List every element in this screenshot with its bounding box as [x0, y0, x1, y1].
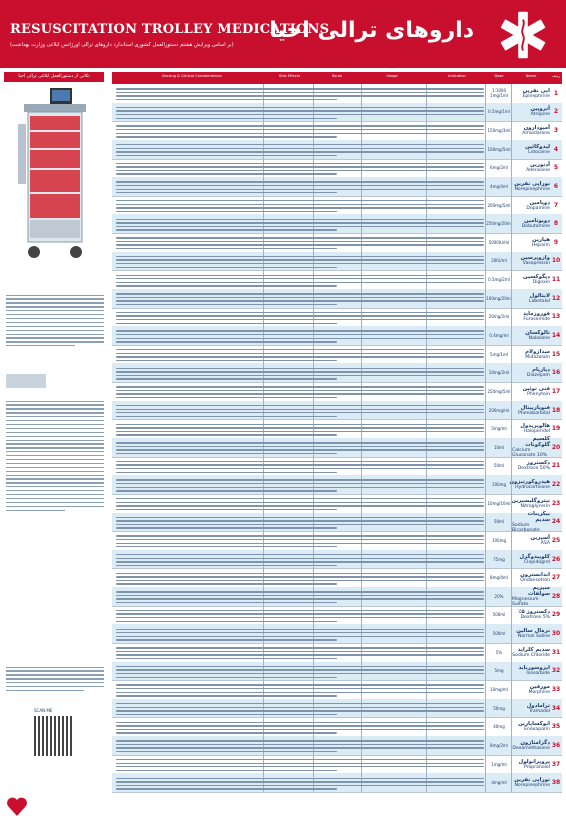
- row-details: [116, 161, 484, 176]
- row-details: [116, 198, 484, 213]
- drug-name-en: Atropine: [530, 112, 550, 118]
- row-details: [116, 216, 484, 231]
- row-details: [116, 459, 484, 474]
- row-details: [116, 757, 484, 772]
- col-usage: Usage: [386, 74, 398, 78]
- table-row: [112, 494, 562, 514]
- title-english: RESUSCITATION TROLLEY MEDICATIONS: [10, 22, 330, 37]
- drug-name-fa: نیتروگلیسیرین: [511, 497, 550, 504]
- row-number: 37: [551, 760, 561, 768]
- drug-name: [512, 196, 550, 215]
- drug-name-fa: نوراپی نفرین: [514, 777, 550, 784]
- table-row: [112, 606, 562, 626]
- row-details: [116, 403, 484, 418]
- drug-name-fa: فنوباربیتال: [520, 404, 550, 411]
- side-figure: [6, 374, 46, 388]
- drug-name-fa: فوروزماید: [523, 311, 550, 318]
- row-details: [116, 719, 484, 734]
- row-number: 10: [551, 257, 561, 265]
- drug-name-fa: اندانسترون: [520, 572, 550, 579]
- drug-name: [512, 773, 550, 792]
- table-row: [112, 363, 562, 383]
- table-row: [112, 233, 562, 253]
- drug-dose: 250mg/20ml: [486, 221, 512, 227]
- table-row: [112, 717, 562, 737]
- row-number: 2: [553, 108, 559, 116]
- col-indication: Indication: [448, 74, 466, 78]
- row-details: [116, 608, 484, 623]
- drug-name-fa: ترامادول: [526, 702, 550, 709]
- table-row: [112, 84, 562, 104]
- table-row: [112, 457, 562, 477]
- title-persian: داروهای ترالی احیا: [269, 18, 474, 43]
- drug-name-en: Diazepam: [526, 373, 550, 379]
- drug-name-en: Furosemide: [523, 317, 550, 323]
- drug-name: [512, 717, 550, 736]
- drug-name-en: Propranolol: [524, 764, 550, 770]
- table-row: [112, 510, 562, 533]
- row-details: [116, 235, 484, 250]
- drug-name-fa: دیازپام: [532, 367, 550, 374]
- row-number: 13: [551, 313, 561, 321]
- col-route: Route: [331, 74, 343, 78]
- drug-name-fa: فنی توئین: [522, 385, 550, 392]
- drug-name: [512, 308, 550, 327]
- table-row: [112, 214, 562, 234]
- drug-name-fa: سدیم کلراید: [517, 646, 550, 653]
- drug-name-en: Magnesium Sulfate: [512, 597, 539, 608]
- row-details: [116, 123, 484, 138]
- table-row: [112, 680, 562, 700]
- row-details: [116, 515, 484, 530]
- drug-name-en: Vasopressin: [522, 261, 550, 267]
- drug-dose: 10mg/10ml: [487, 500, 511, 506]
- drug-name-en: Isosorbide: [526, 671, 550, 677]
- row-details: [116, 477, 484, 492]
- table-row: [112, 345, 562, 365]
- row-number: 8: [553, 220, 559, 228]
- drug-name-en: Dexamethasone: [512, 745, 550, 751]
- drug-name-fa: دیگوکسین: [523, 274, 550, 281]
- row-number: 19: [551, 425, 561, 433]
- drug-dose: 8mg/4ml: [490, 575, 508, 581]
- table-row: [112, 550, 562, 570]
- table-row: [112, 531, 562, 551]
- table-row: [112, 103, 562, 123]
- drug-dose: 20IU/ml: [491, 258, 507, 264]
- row-number: 28: [551, 592, 561, 600]
- col-name: Name: [525, 74, 537, 78]
- row-details: [116, 682, 484, 697]
- drug-dose: 10mg/2ml: [488, 370, 510, 376]
- drug-dose: 75mg: [493, 556, 505, 562]
- medication-table: [112, 72, 562, 792]
- drug-name-fa: دگزامتازون: [520, 739, 550, 746]
- table-row: [112, 662, 562, 682]
- row-details: [116, 142, 484, 157]
- row-number: 26: [551, 555, 561, 563]
- side-notes-1: [6, 292, 104, 349]
- drug-dose: 0.5mg/2ml: [488, 277, 510, 283]
- drug-dose: 150mg/3ml: [487, 128, 511, 134]
- row-number: 7: [553, 201, 559, 209]
- row-details: [116, 179, 484, 194]
- drug-name: [512, 531, 550, 550]
- drug-dose: 50mg: [493, 705, 505, 711]
- drug-name-en: Calcium Gluconate 10%: [512, 448, 548, 459]
- table-row: [112, 568, 562, 588]
- scan-label: SCAN ME: [34, 708, 53, 713]
- drug-name: [509, 475, 550, 494]
- row-details: [116, 664, 484, 679]
- drug-name-fa: اپی نفرین: [522, 87, 550, 94]
- row-details: [116, 440, 484, 455]
- drug-name-en: Dobutamine: [521, 224, 550, 230]
- drug-name-en: Clopidogrel: [523, 559, 550, 565]
- row-details: [116, 701, 484, 716]
- row-details: [116, 105, 484, 120]
- row-details: [116, 272, 484, 287]
- row-number: 5: [553, 164, 559, 172]
- drug-name: [512, 140, 550, 159]
- drug-name: [512, 438, 550, 457]
- row-number: 1: [553, 89, 559, 97]
- drug-name-fa: دکستروز: [526, 460, 550, 467]
- row-details: [116, 775, 484, 790]
- drug-name-fa: نرمال سالین: [516, 628, 550, 635]
- row-details: [116, 533, 484, 548]
- drug-name-fa: مورفین: [529, 684, 550, 691]
- drug-name-en: Tramadol: [528, 708, 550, 714]
- table-header: [112, 72, 562, 84]
- drug-name-en: Epinephrine: [522, 93, 550, 99]
- side-panel: [0, 68, 110, 800]
- side-notes-3: [6, 664, 104, 694]
- drug-name: [512, 755, 550, 774]
- drug-name: [512, 680, 550, 699]
- row-details: [116, 570, 484, 585]
- drug-name: [512, 587, 550, 606]
- row-details: [116, 328, 484, 343]
- col-side-effects: Side Effects: [278, 74, 301, 78]
- drug-name-fa: کلوپیدوگرل: [519, 553, 550, 560]
- side-title: نکاتی از دستورالعمل ابلاغی ترالی احیا: [4, 72, 104, 82]
- drug-dose: 10mg/ml: [490, 687, 508, 693]
- drug-dose: 5mg/ml: [491, 426, 507, 432]
- table-row: [112, 252, 562, 272]
- trolley-image: [8, 84, 102, 284]
- drug-name: [512, 289, 550, 308]
- table-row: [112, 326, 562, 346]
- drug-dose: 50ml: [493, 463, 505, 469]
- row-number: 15: [551, 350, 561, 358]
- drug-name-en: Nitroglycerin: [520, 503, 550, 509]
- drug-name-en: Labetalol: [528, 298, 550, 304]
- drug-dose: 200mg/5ml: [487, 202, 511, 208]
- drug-dose: 0.4mg/ml: [489, 333, 509, 339]
- row-number: 27: [551, 574, 561, 582]
- drug-name-fa: آتروپین: [530, 106, 550, 113]
- drug-dose: 500ml: [492, 631, 506, 637]
- side-notes-2: [6, 398, 104, 513]
- row-number: 11: [551, 276, 561, 284]
- table-row: [112, 159, 562, 179]
- row-number: 23: [551, 499, 561, 507]
- row-number: 21: [551, 462, 561, 470]
- drug-name: [512, 233, 550, 252]
- row-number: 16: [551, 369, 561, 377]
- drug-name: [512, 326, 550, 345]
- drug-name-fa: دکستروز ۵٪: [518, 609, 550, 616]
- star-of-life-icon: [494, 6, 552, 64]
- drug-name: [512, 624, 550, 643]
- row-number: 35: [551, 723, 561, 731]
- col-number: ردیف: [551, 74, 561, 78]
- row-number: 3: [553, 127, 559, 135]
- row-details: [116, 254, 484, 269]
- table-row: [112, 755, 562, 775]
- drug-dose: 20mg/2ml: [488, 314, 510, 320]
- subtitle-persian: (بر اساس ویرایش هشتم دستورالعمل کشوری استاندارد داروهای ترالی اورژانس ابلاغی وزارت بهداشت): [10, 42, 234, 48]
- drug-dose: 5mg/1ml: [490, 351, 508, 357]
- drug-dose: 250mg/5ml: [487, 388, 511, 394]
- drug-name: [512, 643, 550, 662]
- row-number: 20: [551, 443, 561, 451]
- row-details: [116, 738, 484, 753]
- drug-dose: 6mg/2ml: [490, 165, 508, 171]
- drug-name-en: Normal Saline: [517, 634, 550, 640]
- drug-name-en: Dextrose 5%: [520, 615, 550, 621]
- drug-name-en: Midazolam: [525, 354, 550, 360]
- drug-dose: 100mg/20ml: [486, 295, 512, 301]
- drug-dose: 8mg/2ml: [490, 742, 508, 748]
- row-details: [116, 496, 484, 511]
- table-row: [112, 699, 562, 719]
- drug-name-en: Morphine: [528, 690, 550, 696]
- row-number: 31: [551, 648, 561, 656]
- drug-name-fa: ایزوسورباید: [518, 665, 550, 672]
- row-number: 18: [551, 406, 561, 414]
- row-details: [116, 384, 484, 399]
- table-row: [112, 308, 562, 328]
- drug-dose: 20%: [494, 593, 504, 599]
- drug-name-fa: میدازولام: [525, 348, 550, 355]
- table-row: [112, 177, 562, 197]
- drug-name-fa: وازوپرسین: [520, 255, 550, 262]
- table-row: [112, 643, 562, 663]
- drug-name: [512, 121, 550, 140]
- drug-name-en: Adenosine: [526, 168, 550, 174]
- drug-dose: 50ml: [493, 519, 505, 525]
- row-number: 36: [551, 741, 561, 749]
- row-details: [116, 626, 484, 641]
- drug-dose: 100mg: [491, 537, 507, 543]
- row-number: 22: [551, 481, 561, 489]
- drug-dose: 5%: [495, 649, 503, 655]
- drug-name-fa: لیدوکائین: [525, 143, 550, 150]
- drug-name-en: Dextrose 50%: [517, 466, 550, 472]
- qr-code[interactable]: [34, 716, 74, 756]
- drug-name: [512, 510, 550, 533]
- row-number: 34: [551, 704, 561, 712]
- drug-dose: 0.5mg/1ml: [488, 109, 510, 115]
- drug-name: [512, 401, 550, 420]
- drug-name-en: Norepinephrine: [514, 783, 550, 789]
- drug-name: [512, 606, 550, 625]
- drug-name-fa: آسپرین: [530, 534, 550, 541]
- drug-name: [512, 568, 550, 587]
- drug-dose: 5000IU/ml: [488, 239, 510, 245]
- drug-name-fa: لابتالول: [529, 292, 550, 299]
- row-number: 9: [553, 238, 559, 246]
- row-details: [116, 421, 484, 436]
- drug-name: [512, 363, 550, 382]
- drug-name-en: Naloxone: [528, 336, 550, 342]
- drug-name: [512, 177, 550, 196]
- table-row: [112, 196, 562, 216]
- table-row: [112, 382, 562, 402]
- row-number: 30: [551, 630, 561, 638]
- drug-name: [512, 159, 550, 178]
- drug-dose: 1:1000 1mg/1ml: [490, 88, 508, 99]
- row-number: 38: [551, 779, 561, 787]
- table-row: [112, 624, 562, 644]
- logo-icon: [6, 796, 28, 818]
- drug-name: [512, 494, 550, 513]
- drug-name-fa: بیکربنات سدیم: [527, 510, 550, 523]
- table-row: [112, 587, 562, 607]
- drug-name: [512, 662, 550, 681]
- drug-name: [512, 84, 550, 103]
- row-number: 12: [551, 294, 561, 302]
- drug-name-en: Heparin: [531, 242, 550, 248]
- drug-name-fa: دوبوتامین: [524, 218, 550, 225]
- table-row: [112, 270, 562, 290]
- drug-name-en: Phenytoin: [527, 391, 550, 397]
- row-number: 32: [551, 667, 561, 675]
- drug-name-en: Ondansetron: [520, 578, 550, 584]
- drug-dose: 10ml: [493, 444, 505, 450]
- drug-name: [512, 214, 550, 233]
- drug-dose: 500ml: [492, 612, 506, 618]
- drug-name-en: Dopamine: [526, 205, 550, 211]
- drug-dose: 4mg/ml: [491, 780, 507, 786]
- page-header: [0, 0, 566, 68]
- drug-dose: 100mg/5ml: [487, 146, 511, 152]
- drug-name-fa: کلسیم گلوکونات: [525, 436, 550, 449]
- drug-name-en: Lidocaine: [528, 149, 550, 155]
- drug-name-en: ASA: [540, 540, 550, 546]
- drug-name: [512, 699, 550, 718]
- col-considerations: Nursing & Clinical Considerations: [162, 74, 222, 78]
- drug-name-en: Enoxaparin: [524, 727, 550, 733]
- drug-name: [512, 550, 550, 569]
- drug-name-fa: هیدروکورتیزون: [509, 479, 550, 486]
- col-dose: Dose: [494, 74, 504, 78]
- drug-name: [512, 270, 550, 289]
- drug-dose: 40mg: [493, 724, 505, 730]
- table-row: [112, 736, 562, 756]
- drug-name: [512, 736, 550, 755]
- drug-name-fa: نوراپی نفرین: [514, 180, 550, 187]
- drug-name-en: Digoxin: [532, 280, 550, 286]
- row-details: [116, 589, 484, 604]
- drug-name-en: Sodium Chloride: [512, 652, 550, 658]
- row-details: [116, 552, 484, 567]
- drug-dose: 100mg: [491, 482, 507, 488]
- drug-dose: 5mg: [494, 668, 504, 674]
- row-details: [116, 645, 484, 660]
- row-number: 6: [553, 182, 559, 190]
- drug-name-en: Haloperidol: [523, 429, 550, 435]
- drug-name-fa: آدنوزین: [530, 162, 550, 169]
- row-details: [116, 86, 484, 101]
- row-number: 29: [551, 611, 561, 619]
- table-row: [112, 121, 562, 141]
- drug-name-en: Amiodarone: [522, 131, 550, 137]
- table-row: [112, 140, 562, 160]
- drug-name: [512, 103, 550, 122]
- drug-name-fa: هپارین: [532, 236, 550, 243]
- table-row: [112, 289, 562, 309]
- table-row: [112, 419, 562, 439]
- row-details: [116, 347, 484, 362]
- row-details: [116, 310, 484, 325]
- drug-name-en: Phenobarbital: [518, 410, 550, 416]
- drug-name: [512, 382, 550, 401]
- drug-name-fa: نالوکسان: [525, 330, 550, 337]
- row-number: 4: [553, 145, 559, 153]
- drug-name-en: Sodium Bicarbonate: [512, 522, 540, 533]
- drug-name-fa: دوپامین: [529, 199, 550, 206]
- table-row: [112, 401, 562, 421]
- drug-name: [512, 457, 550, 476]
- drug-name-en: Norepinephrine: [514, 186, 550, 192]
- table-row: [112, 773, 562, 793]
- drug-name-en: Hydrocortisone: [515, 485, 550, 491]
- row-details: [116, 365, 484, 380]
- row-details: [116, 291, 484, 306]
- drug-name: [512, 345, 550, 364]
- table-row: [112, 438, 562, 458]
- drug-name-fa: هالوپریدول: [520, 423, 550, 430]
- drug-name-fa: انوکساپارین: [518, 721, 550, 728]
- drug-dose: 1mg/ml: [491, 761, 507, 767]
- row-number: 25: [551, 536, 561, 544]
- row-number: 17: [551, 387, 561, 395]
- drug-name: [512, 252, 550, 271]
- drug-name-fa: آمیودارون: [523, 125, 550, 132]
- row-number: 33: [551, 686, 561, 694]
- drug-name-fa: پروپرانولول: [518, 758, 550, 765]
- row-number: 24: [551, 518, 561, 526]
- drug-dose: 200mg/ml: [488, 407, 510, 413]
- drug-dose: 4mg/4ml: [490, 183, 508, 189]
- table-row: [112, 475, 562, 495]
- drug-name-fa: منیزیم سولفات: [527, 585, 550, 598]
- row-number: 14: [551, 332, 561, 340]
